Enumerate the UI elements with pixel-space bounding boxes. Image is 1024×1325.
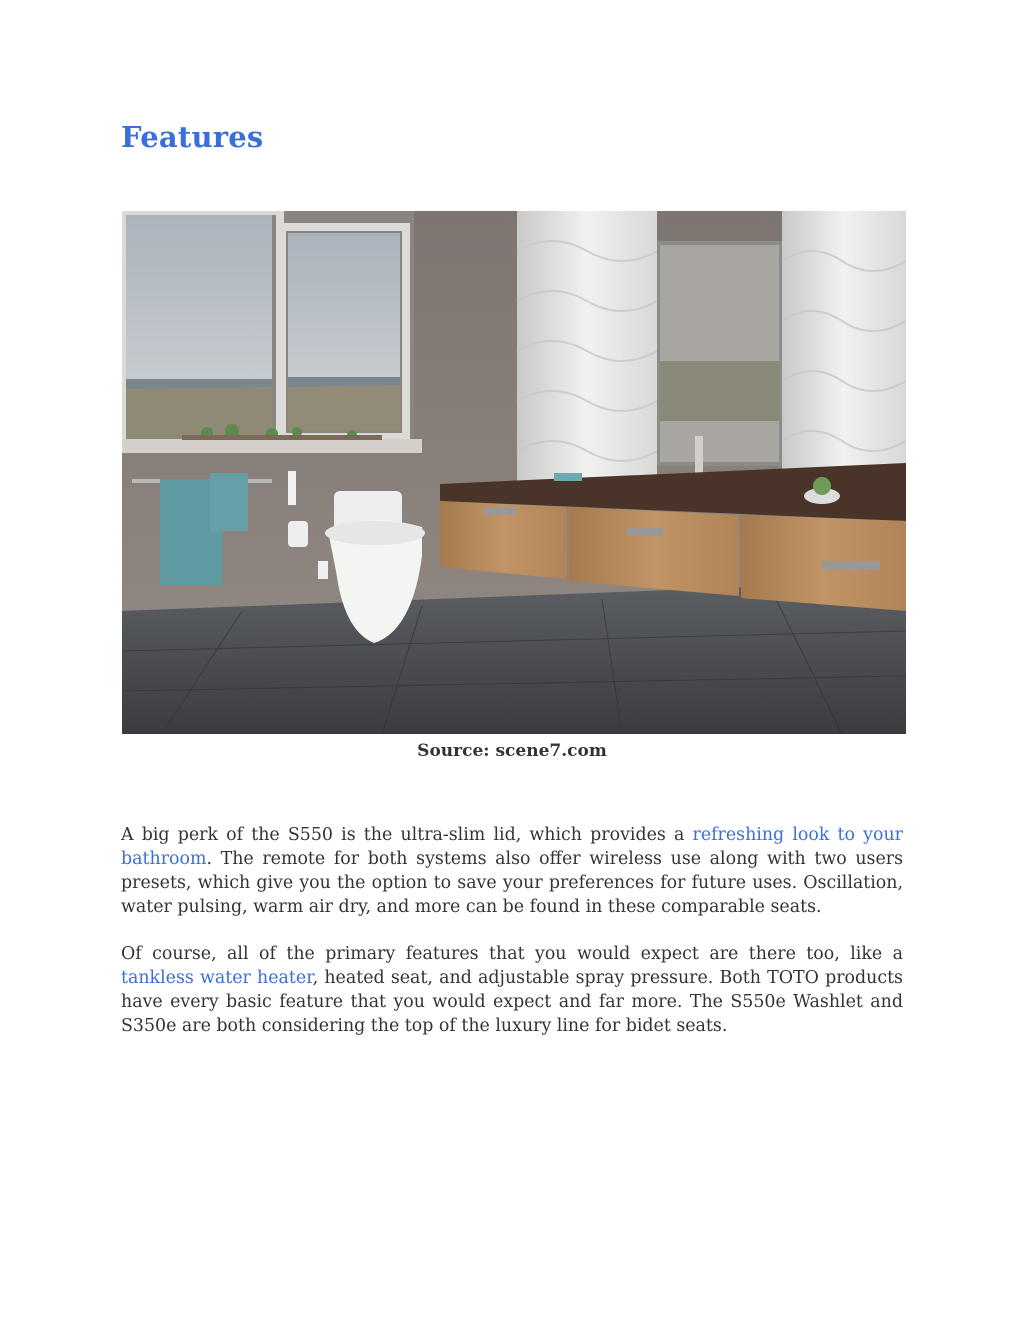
refreshing-look-link[interactable]: refreshing look to your bathroom xyxy=(121,825,903,869)
paragraph-1 xyxy=(121,823,903,919)
image-caption: Source: scene7.com xyxy=(417,741,607,761)
paragraph-2-text-end: , heated seat, and adjustable spray pressure. Both TOTO products have every basic feature that you would expect and far more. The S550e Washlet and S350e are both considering the top of the luxury line for bidet seats. xyxy=(121,968,903,1036)
paragraph-1-text-start: A big perk of the S550 is the ultra-slim lid, which provides a xyxy=(121,825,693,845)
paragraph-2 xyxy=(121,942,903,1038)
paragraph-1-text-end: . The remote for both systems also offer wireless use along with two users presets, which give you the option to save your preferences for future uses. Oscillation, water pulsing, warm air dry, and more can be found in these comparable seats. xyxy=(121,849,903,917)
tankless-water-heater-link[interactable]: tankless water heater xyxy=(121,968,313,988)
bathroom-photo xyxy=(122,211,906,734)
page-heading: Features xyxy=(121,120,264,154)
paragraph-2-text-start: Of course, all of the primary features that you would expect are there too, like a xyxy=(121,944,903,964)
